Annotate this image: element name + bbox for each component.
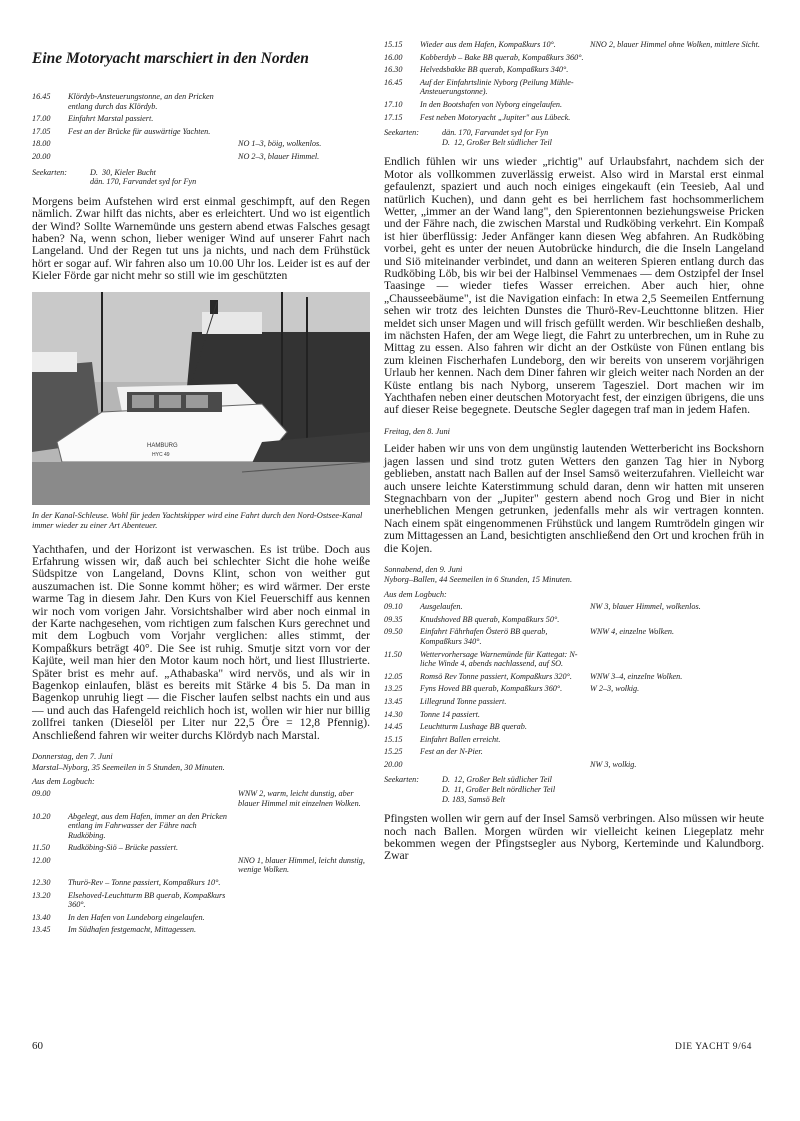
log-row <box>384 65 764 78</box>
log-entry: Knudshoved BB querab, Kompaßkurs 50°. <box>420 614 560 624</box>
seekarten-line: D. 12, Großer Belt südlicher Teil <box>442 137 552 147</box>
log-weather: NO 2–3, blauer Himmel. <box>238 151 320 161</box>
log-entry: Ausgelaufen. <box>420 602 463 612</box>
paragraph-2: Yachthafen, und der Horizont ist verwaschen. Es ist trübe. Doch aus Erfahrung wissen wir, daß auch bei schlechter Sicht die hohe weiße Südspitze von Langeland, Dovns Klint, schon von weither gut auszumachen ist. Die Sonne kommt höher; es wird wärmer. Der erste warme Tag in diesem Jahr. Den Kurs von Kiel Feuerschiff aus kennen wir noch vom vorigen Jahr. Vorsichtshalber wird aber noch einmal in der Karte nachgesehen, vom richtigen zum falschen Kurs gerechnet und mit dem Logbuch vom Vorjahr verglichen: alles stimmt, der Kompaßkurs beträgt 40°. Die See ist ruhig. Smutje sitzt vorn vor der Kajüte, weil man hier den Motor kaum noch hört, und liest Illustrierte. Später brist es mehr auf. „Athabaska" wird nervös, und als wir in Bagenkop einlaufen, bläst es bereits mit Stärke 4 bis 5. Da man in Bagenkop unruhig liegt — die Fischer laufen selbst nachts ein und aus — und auch das Hafengeld reichlich hoch ist, wollen wir hier nur billig zollfrei tanken (Dieselöl per Liter nur 22,5 Öre = 12,8 Pfennig). Anschließend fahren wir weiter durchs Klördyb nach Marstal. <box>32 542 370 742</box>
log-row <box>32 913 370 926</box>
log-weather: W 2–3, wolkig. <box>590 684 640 694</box>
log-weather <box>238 891 370 913</box>
log-entry: Leuchtturm Lushage BB querab. <box>420 722 527 732</box>
log-time: 17.10 <box>384 99 403 109</box>
log-row <box>384 684 764 697</box>
log-weather <box>590 615 764 628</box>
log-time: 15.15 <box>384 734 403 744</box>
log-row <box>32 812 370 844</box>
log-entry: Elsehoved-Leuchtturm BB querab, Kompaßkurs 360°. <box>68 890 226 910</box>
log-weather <box>590 65 764 78</box>
log-time: 17.05 <box>32 126 51 136</box>
log-entry: Einfahrt Fährhafen Österö BB querab, Kompaßkurs 340°. <box>420 627 548 646</box>
log-weather <box>590 710 764 723</box>
left-column <box>32 40 370 941</box>
log-row <box>32 843 370 856</box>
log-time: 17.00 <box>32 114 51 124</box>
log-time: 17.15 <box>384 112 403 122</box>
log-entry: Helvedsbakke BB querab, Kompaßkurs 340°. <box>420 65 569 75</box>
seekarten-label: Seekarten: <box>384 128 420 138</box>
log-row <box>384 672 764 685</box>
log-weather <box>590 650 764 672</box>
log-time: 09.10 <box>384 602 403 612</box>
log-time: 16.30 <box>384 65 403 75</box>
magazine-issue: DIE YACHT 9/64 <box>675 1042 753 1052</box>
seekarten-2 <box>384 128 764 147</box>
log-time: 13.40 <box>32 912 51 922</box>
seekarten-line: dän. 170, Farvandet syd for Fyn <box>90 177 197 187</box>
log-row <box>384 615 764 628</box>
seekarten-1 <box>32 168 370 187</box>
log-entry: Klördyb-Ansteuerungstonne, an den Pricken entlang durch das Klördyb. <box>68 92 214 111</box>
paragraph-4: Leider haben wir uns von dem ungünstig lautenden Wetterbericht ins Bockshorn jagen lassen und sind trotz guten Wetters den ganzen Tag hier in Nyborg geblieben, anstatt nach Ballen auf der Insel Samsö weiterzufahren. Vielleicht war auch unsere leichte Katerstimmung schuld daran, denn wir hatten mit unseren Stegnachbarn von der „Jupiter" gestern abend noch Grog und Bier in nicht unerheblichen Mengen getrunken, jedenfalls mehr als wir vertragen konnten. Nach einem spät eingenommenen Frühstück und langem Rumtrödeln gingen wir zum Mittagessen an Land, besichtigten anschließend den Ort und krochen früh in die Kojen. <box>384 442 764 555</box>
log-entry <box>68 152 238 165</box>
log-time: 13.25 <box>384 684 403 694</box>
log-weather: WNW 4, einzelne Wolken. <box>590 627 675 637</box>
log-entry: Romsö Rev Tonne passiert, Kompaßkurs 320°. <box>420 671 572 681</box>
log-time: 16.45 <box>32 92 51 101</box>
seekarten-line: D. 183, Samsö Belt <box>442 794 505 804</box>
log-time: 12.00 <box>32 855 51 865</box>
day-heading: Sonnabend, den 9. Juni <box>384 564 463 574</box>
log-row <box>32 127 370 140</box>
log-entry <box>68 139 238 152</box>
log-entry: Abgelegt, aus dem Hafen, immer an den Pricken entlang im Fahrwasser der Fähre nach Rudköbing. <box>68 811 227 840</box>
log-entry: Kobberdyb – Bake BB querab, Kompaßkurs 360°. <box>420 52 584 62</box>
log-weather <box>590 697 764 710</box>
log-entry: In den Bootshafen von Nyborg eingelaufen. <box>420 99 563 109</box>
boat-name-lettering: HAMBURG <box>147 442 178 449</box>
logbuch-heading: Aus dem Logbuch: <box>32 776 95 786</box>
log-row <box>32 152 370 165</box>
log-weather: NNO 1, blauer Himmel, leicht dunstig, wenige Wolken. <box>238 855 365 875</box>
log-row <box>384 627 764 649</box>
log-weather <box>590 747 764 760</box>
log-row <box>384 747 764 760</box>
log-weather <box>590 100 764 113</box>
log-time: 18.00 <box>32 139 51 149</box>
log-entry: Fest an der N-Pier. <box>420 747 483 757</box>
log-row <box>32 856 370 878</box>
log-weather <box>238 843 370 856</box>
seekarten-label: Seekarten: <box>32 167 68 177</box>
log-entry: Fest an der Brücke für auswärtige Yachten. <box>68 126 211 136</box>
log-time: 09.35 <box>384 614 403 624</box>
log-entry: Thurö-Rev – Tonne passiert, Kompaßkurs 10°. <box>68 878 221 888</box>
right-column <box>384 40 764 863</box>
log-entry: Auf der Einfahrtslinie Nyborg (Peilung Mühle-Ansteuerungstonne). <box>420 77 574 97</box>
log-entry: Einfahrt Ballen erreicht. <box>420 734 501 744</box>
log-weather <box>590 735 764 748</box>
log-row <box>32 139 370 152</box>
log-time: 09.50 <box>384 627 403 637</box>
log-time: 11.50 <box>384 649 402 659</box>
seekarten-line: D. 11, Großer Belt nördlicher Teil <box>442 785 556 795</box>
log-time: 12.30 <box>32 878 51 888</box>
log-time: 12.05 <box>384 671 403 681</box>
log-row <box>32 114 370 127</box>
log-row <box>32 878 370 891</box>
article-title: Eine Motoryacht marschiert in den Norden <box>32 50 309 67</box>
log-weather <box>238 878 370 891</box>
log-row <box>384 100 764 113</box>
log-entry: Im Südhafen festgemacht, Mittagessen. <box>68 925 197 935</box>
photo-caption: In der Kanal-Schleuse. Wohl für jeden Yachtskipper wird eine Fahrt durch den Nord-Ostsee-Kanal immer wieder zu einer Art Abenteuer. <box>32 510 363 530</box>
log-weather <box>238 812 370 844</box>
route-line: Nyborg–Ballen, 44 Seemeilen in 6 Stunden, 15 Minuten. <box>384 575 573 585</box>
log-row <box>32 925 370 938</box>
photo-kanal-schleuse <box>32 292 370 505</box>
log-row <box>384 722 764 735</box>
log-row <box>384 53 764 66</box>
log-time: 15.25 <box>384 747 403 757</box>
log-entry <box>420 760 590 773</box>
log-time: 13.20 <box>32 890 51 900</box>
log-weather <box>238 913 370 926</box>
day-heading: Donnerstag, den 7. Juni <box>32 752 113 762</box>
day-heading: Freitag, den 8. Juni <box>384 426 450 436</box>
log-time: 16.45 <box>384 77 403 87</box>
route-line: Marstal–Nyborg, 35 Seemeilen in 5 Stunden, 30 Minuten. <box>32 762 225 772</box>
log-weather <box>590 722 764 735</box>
log-weather <box>238 114 370 127</box>
log-weather <box>238 127 370 140</box>
log-entry: Wieder aus dem Hafen, Kompaßkurs 10°. <box>420 40 556 49</box>
log-row <box>384 760 764 773</box>
seekarten-label: Seekarten: <box>384 775 420 785</box>
log-weather <box>590 53 764 66</box>
log-row <box>384 602 764 615</box>
log-weather <box>590 78 764 100</box>
log-entry: Fyns Hoved BB querab, Kompaßkurs 360°. <box>420 684 563 694</box>
log-entry: Tonne 14 passiert. <box>420 709 480 719</box>
log-weather: NNO 2, blauer Himmel ohne Wolken, mittlere Sicht. <box>590 40 760 49</box>
log-row <box>384 40 764 53</box>
log-entry: Lillegrund Tonne passiert. <box>420 696 507 706</box>
log-time: 13.45 <box>384 696 403 706</box>
log-time: 09.00 <box>32 789 51 799</box>
log-weather: NW 3, blauer Himmel, wolkenlos. <box>590 602 701 612</box>
log-weather <box>238 925 370 938</box>
log-time: 16.00 <box>384 52 403 62</box>
log-time: 10.20 <box>32 811 51 821</box>
log-time: 20.00 <box>32 151 51 161</box>
log-entry: Fest neben Motoryacht „Jupiter" aus Lübeck. <box>420 112 571 122</box>
log-time: 15.15 <box>384 40 403 49</box>
log-weather: WNW 2, warm, leicht dunstig, aber blauer Himmel mit einzelnen Wolken. <box>238 789 361 808</box>
logbook-table-1 <box>32 92 370 165</box>
seekarten-line: D. 30, Kieler Bucht <box>90 167 156 177</box>
logbook-table-4 <box>384 602 764 772</box>
log-entry: Einfahrt Marstal passiert. <box>68 114 154 124</box>
log-weather: NW 3, wolkig. <box>590 759 637 769</box>
log-weather: NO 1–3, böig, wolkenlos. <box>238 139 322 149</box>
log-row <box>32 891 370 913</box>
page-number: 60 <box>32 1040 43 1052</box>
seekarten-line: dän. 170, Farvandet syd for Fyn <box>442 128 549 138</box>
log-entry: Rudköbing-Siö – Brücke passiert. <box>68 843 179 853</box>
log-row <box>384 735 764 748</box>
paragraph-1: Morgens beim Aufstehen wird erst einmal geschimpft, auf den Regen nämlich. Zwar hilft das nichts, aber es erleichtert. Und wo ist eigentlich der Wind? Sollte Warnemünde uns gestern abend etwas Falsches gesagt haben? Na, wenn schon, lieber weniger Wind auf unserer Fahrt nach Langeland. Und der Regen tut uns ja nichts, und nach dem Frühstück hört er sogar auf. Wir fahren also um 10.00 Uhr los. Leider ist es auf der Kieler Förde gar nicht mehr so still wie im geschützten <box>32 194 370 283</box>
seekarten-line: D. 12, Großer Belt südlicher Teil <box>442 775 552 785</box>
log-time: 14.30 <box>384 709 403 719</box>
log-row <box>384 650 764 672</box>
seekarten-3 <box>384 775 764 804</box>
log-weather <box>590 113 764 126</box>
paragraph-3: Endlich fühlen wir uns wieder „richtig" auf Urlaubsfahrt, nachdem sich der Motor als vollkommen zuverlässig erweist. Also wird in Marstal erst einmal gefaulenzt, spaziert und auch noch einiges eingekauft (ein Teesieb, Aal und natürlich Kuchen), und dann geht es bei herrlichem fast hochsommerlichem Wetter, „immer an der Wand lang", den Spierentonnen beziehungsweise Pricken und der Fähre nach, die zwischen Marstal und Rudköbing verkehrt. Ein Kompaß ist hier überflüssig: Jeder Anfänger kann diesen Weg abfahren. An Rudköbing vorbei, geht es unter der neuen Autobrücke hindurch, die die Inseln Langeland und Siö miteinander verbindet, und dann an weiteren Spieren entlang durch das Rudköbing Löb, bis wir bei der Halbinsel Vemmenaes — dem Ostzipfel der Insel Taasinge — wieder tiefes Wasser erreichen. Aber auch hier, ohne „Chausseebäume", ist die Navigation einfach: In etwa 2,5 Seemeilen Entfernung sehen wir trotz des leichten Dunstes die Thurö-Rev-Leuchttonne blitzen. Hier meldet sich unser Magen und will frisch gefüllt werden. Wir beschließen deshalb, im nächsten Hafen, der am Wege liegt, die Fahrt zu unterbrechen, um in Ruhe zu Mittag zu essen. Also fahren wir dicht an der Ostküste von Fünen entlang bis zum kleinen Fischerhafen Lundeborg, den wir bereits von unserem vorjährigen Urlaub her kennen. Nach dem Diner fahren wir gleich weiter nach Norden an der Küste entlang bis nach Nyborg, unserem Tagesziel. Dort machen wir im Yachthafen neben einer deutschen Motoryacht fest, der einzigen übrigens, die uns auf dieser Reise begegnete. Deutsche Segler dagegen traf man in jedem Hafen. <box>384 155 764 417</box>
log-row <box>384 78 764 100</box>
log-weather: WNW 3–4, einzelne Wolken. <box>590 671 683 681</box>
log-entry: Wettervorhersage Warnemünde für Kattegat: N-liche Winde 4, abends nachlassend, auf SO. <box>420 649 578 669</box>
log-row <box>32 92 370 114</box>
log-row <box>384 697 764 710</box>
log-row <box>384 710 764 723</box>
log-entry: In den Hafen von Lundeborg eingelaufen. <box>68 912 205 922</box>
log-time: 14.45 <box>384 722 403 732</box>
paragraph-5: Pfingsten wollen wir gern auf der Insel Samsö verbringen. Also müssen wir heute noch nach Ballen. Morgen würden wir vielleicht keinen Liegeplatz mehr bekommen wegen der Pfingstsegler aus Nyborg, Kerteminde und Kalundborg. Zwar <box>384 812 764 863</box>
boat-reg-lettering: HYC 49 <box>152 451 170 458</box>
logbuch-heading: Aus dem Logbuch: <box>384 589 447 599</box>
log-entry <box>68 789 238 811</box>
log-time: 13.45 <box>32 925 51 935</box>
log-entry <box>68 856 238 878</box>
logbook-table-3 <box>384 40 764 125</box>
log-row <box>32 789 370 811</box>
logbook-table-2 <box>32 789 370 938</box>
log-time: 20.00 <box>384 759 403 769</box>
log-time: 11.50 <box>32 843 50 853</box>
log-weather <box>238 92 370 114</box>
log-row <box>384 113 764 126</box>
